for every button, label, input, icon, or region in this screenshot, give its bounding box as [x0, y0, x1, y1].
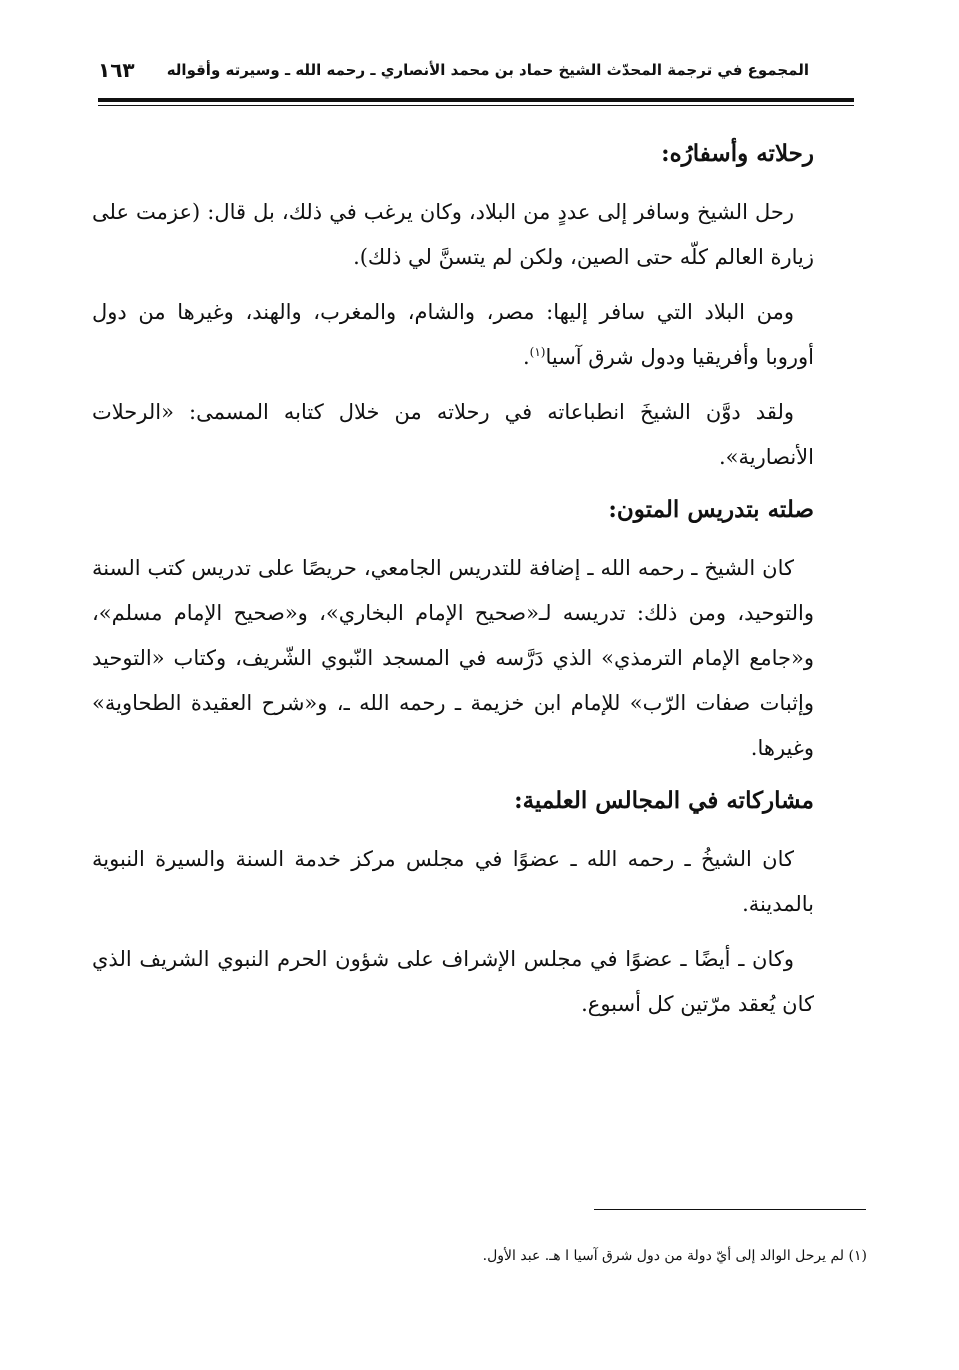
page-body — [92, 134, 814, 1037]
paragraph: كان الشيخُ ـ رحمه الله ـ عضوًا في مجلس مركز خدمة السنة والسيرة النبوية بالمدينة. — [92, 847, 814, 916]
page-number: ١٦٣ — [98, 58, 135, 82]
section-heading-councils: مشاركاته في المجالس العلمية: — [514, 787, 814, 814]
paragraph: وكان ـ أيضًا ـ عضوًا في مجلس الإشراف على شؤون الحرم النبوي الشريف الذي كان يُعقد مرّتين كل أسبوع. — [92, 947, 814, 1016]
running-header — [98, 52, 809, 88]
header-rule-thick — [98, 98, 854, 102]
paragraph-end-punctuation: . — [522, 345, 530, 369]
paragraph: ولقد دوَّن الشيخَ انطباعاته في رحلاته من خلال كتابه المسمى: «الرحلات الأنصارية». — [92, 400, 814, 469]
paragraph-text: ومن البلاد التي سافر إليها: مصر، والشام، والمغرب، والهند، وغيرها من دول أوروبا وأفريقيا ودول شرق آسيا — [92, 300, 814, 369]
footnote: (١) لم يرحل الوالد إلى أيّ دولة من دول شرق آسيا ا هـ. عبد الأول. — [482, 1248, 867, 1264]
footnote-divider — [594, 1209, 866, 1210]
section-heading-teaching: صلته بتدريس المتون: — [608, 496, 814, 523]
footnote-reference: (١) — [529, 345, 546, 359]
paragraph: كان الشيخ ـ رحمه الله ـ إضافة للتدريس الجامعي، حريصًا على تدريس كتب السنة والتوحيد، ومن ذلك: تدريسه لـ«صحيح الإمام البخاري»، و«صحيح الإمام مسلم»، و«جامع الإمام الترمذي» الذي دَرَّسه في المسجد النّبوي الشّريف، وكتاب «التوحيد وإثبات صفات الرّب» للإمام ابن خزيمة ـ رحمه الله ـ، و«شرح العقيدة الطحاوية» وغيرها. — [92, 556, 814, 760]
paragraph — [92, 290, 814, 380]
section-heading-travels: رحلاته وأسفارُه: — [661, 140, 814, 167]
paragraph: رحل الشيخ وسافر إلى عددٍ من البلاد، وكان يرغب في ذلك، بل قال: (عزمت على زيارة العالم كلّه حتى الصين، ولكن لم يتسنَّ لي ذلك). — [92, 200, 814, 269]
header-rule-thin — [98, 105, 854, 106]
running-title: المجموع في ترجمة المحدّث الشيخ حماد بن محمد الأنصاري ـ رحمه الله ـ وسيرته وأقواله — [166, 61, 809, 79]
